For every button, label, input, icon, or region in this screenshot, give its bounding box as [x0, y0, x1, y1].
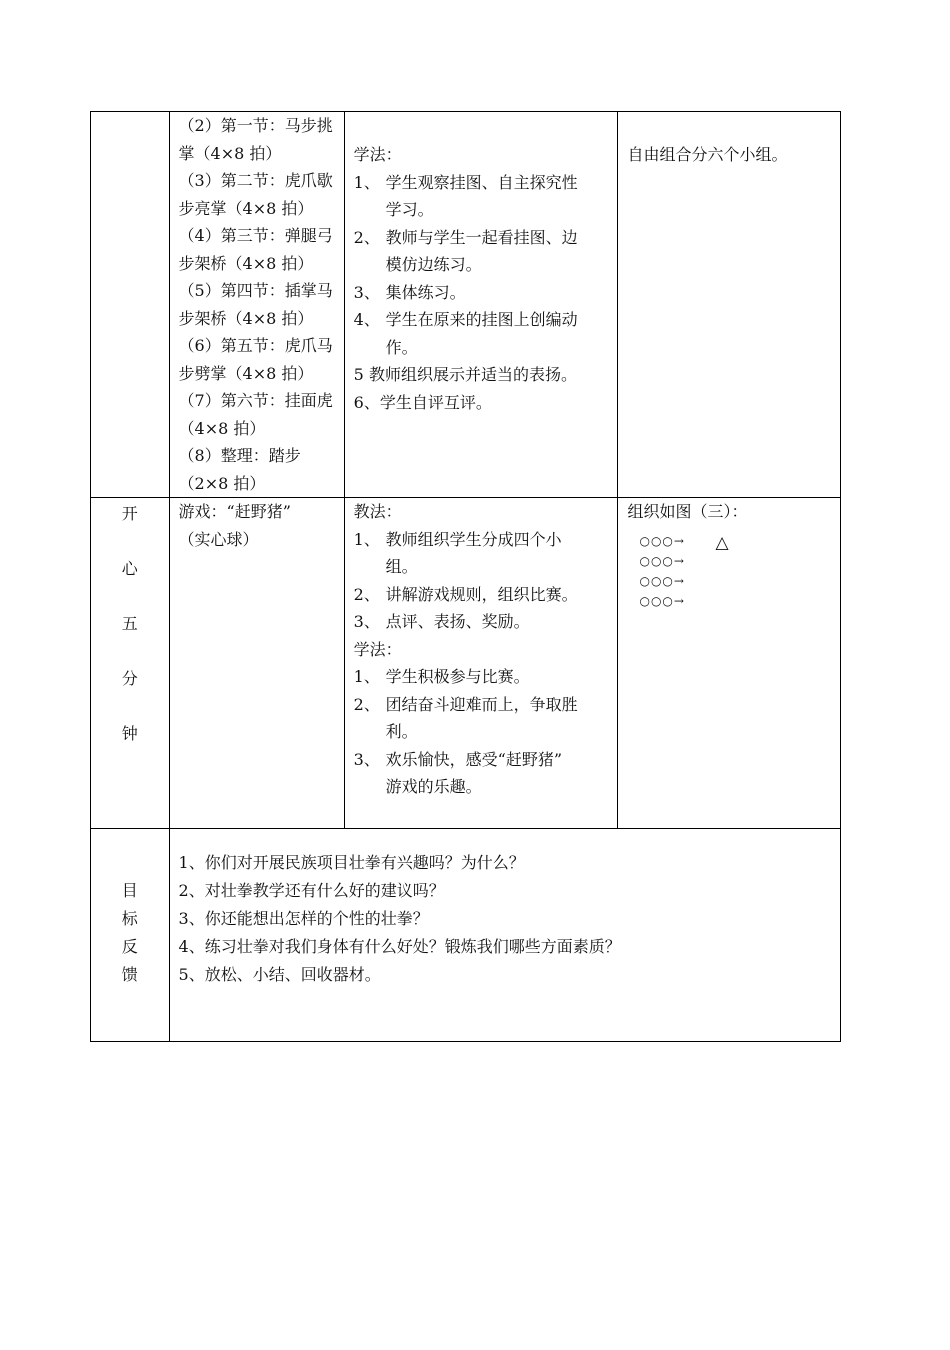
list-item	[354, 224, 610, 252]
list-item-number: 1、	[353, 667, 380, 686]
formation-group-row: ○○○→	[639, 533, 685, 548]
list-item	[354, 581, 610, 609]
feedback-item: 5、放松、小结、回收器材。	[178, 965, 381, 984]
list-item-number: 3、	[353, 749, 380, 769]
list-item-continuation: 利。	[385, 722, 418, 741]
list-item-number: 2、	[353, 694, 380, 714]
learn-method-list	[354, 663, 610, 801]
exercise-line: （4）第三节：弹腿弓	[178, 226, 333, 245]
exercise-line: （3）第二节：虎爪歇	[178, 171, 333, 190]
list-item	[354, 663, 610, 691]
formation-diagram	[627, 534, 832, 624]
exercise-line: （2×8 拍）	[178, 473, 266, 493]
list-item-continuation: 组。	[385, 557, 418, 576]
section-label-cell	[91, 498, 170, 829]
list-item-text: 集体练习。	[385, 282, 466, 302]
list-item-text: 教师组织学生分成四个小	[385, 529, 562, 549]
content-cell	[169, 112, 344, 498]
section-label-goal-feedback	[91, 829, 169, 989]
list-item-text: 教师与学生一起看挂图、边	[385, 227, 578, 247]
method-list	[354, 169, 610, 362]
label-char: 分	[121, 669, 138, 688]
list-item-text: 欢乐愉快，感受“赶野猪”	[385, 749, 563, 769]
teach-method-title: 教法：	[353, 502, 402, 521]
list-item-text: 点评、表扬、奖励。	[385, 612, 530, 631]
exercise-line: （7）第六节：挂面虎	[178, 391, 333, 410]
lesson-plan-table	[90, 111, 841, 1042]
list-item-text: 学生积极参与比赛。	[385, 667, 530, 686]
method-tail-line: 6、学生自评互评。	[353, 392, 492, 412]
list-item-continuation: 游戏的乐趣。	[385, 777, 482, 796]
list-item-text: 讲解游戏规则，组织比赛。	[385, 584, 578, 604]
game-line: 游戏：“赶野猪”	[178, 502, 291, 521]
list-item-text: 学生观察挂图、自主探究性	[385, 172, 578, 192]
exercise-line: 步架桥（4×8 拍）	[178, 308, 314, 328]
method-cell	[344, 112, 618, 498]
method-tail-line: 5 教师组织展示并适当的表扬。	[353, 365, 577, 384]
formation-group-row: ○○○→	[639, 593, 685, 608]
list-item-number: 3、	[353, 282, 380, 302]
list-item-number: 2、	[353, 584, 380, 604]
content-cell	[169, 498, 344, 829]
exercise-line: （8）整理：踏步	[178, 446, 301, 465]
method-tail-list	[354, 361, 610, 416]
list-item	[354, 306, 610, 334]
exercise-line: 步劈掌（4×8 拍）	[178, 363, 314, 383]
list-item-number: 1、	[353, 172, 380, 192]
method-cell	[344, 498, 618, 829]
teach-method-list	[354, 526, 610, 636]
label-char: 反	[121, 937, 138, 956]
list-item-number: 2、	[353, 227, 380, 247]
label-char: 馈	[121, 965, 138, 984]
feedback-item: 2、对壮拳教学还有什么好的建议吗？	[178, 881, 445, 900]
label-char: 目	[121, 881, 138, 900]
list-item	[354, 526, 610, 554]
feedback-item: 4、练习壮拳对我们身体有什么好处？锻炼我们哪些方面素质？	[178, 937, 621, 956]
list-item	[354, 608, 610, 636]
formation-group-row: ○○○→	[639, 553, 685, 568]
list-item	[354, 169, 610, 197]
list-item-number: 1、	[353, 529, 380, 549]
section-label-cell	[91, 112, 170, 498]
formation-group-row: ○○○→	[639, 573, 685, 588]
label-char: 五	[121, 614, 138, 633]
list-item-text: 团结奋斗迎难而上，争取胜	[385, 694, 578, 714]
list-item	[354, 691, 610, 719]
feedback-item: 1、你们对开展民族项目壮拳有兴趣吗？为什么？	[178, 853, 525, 872]
label-char: 标	[121, 909, 138, 928]
organization-cell	[618, 112, 841, 498]
label-char: 开	[121, 504, 138, 523]
list-item	[354, 279, 610, 307]
feedback-item: 3、你还能想出怎样的个性的壮拳？	[178, 909, 429, 928]
section-label-cell	[91, 829, 170, 1042]
table-row-game	[91, 498, 841, 829]
learn-method-title: 学法：	[353, 639, 402, 659]
organization-title: 组织如图（三）：	[627, 502, 748, 521]
game-line: （实心球）	[178, 529, 259, 549]
exercise-line: 步亮掌（4×8 拍）	[178, 198, 314, 218]
list-item-text: 学生在原来的挂图上创编动	[385, 310, 578, 329]
list-item-continuation: 学习。	[385, 200, 434, 219]
exercise-line: （4×8 拍）	[178, 418, 266, 438]
label-char: 钟	[121, 724, 138, 743]
organization-text: 自由组合分六个小组。	[627, 145, 788, 164]
organization-cell	[618, 498, 841, 829]
list-item	[354, 746, 610, 774]
exercise-line: （2）第一节：马步挑	[178, 116, 333, 135]
exercise-line: （5）第四节：插掌马	[178, 281, 333, 300]
exercise-list	[170, 112, 344, 497]
list-item-continuation: 作。	[385, 337, 418, 357]
table-row-feedback	[91, 829, 841, 1042]
teacher-triangle-icon: △	[715, 532, 729, 553]
exercise-line: 掌（4×8 拍）	[178, 143, 282, 163]
section-label-happy-five-minutes	[91, 498, 169, 775]
exercise-line: （6）第五节：虎爪马	[178, 336, 333, 355]
list-item-continuation: 模仿边练习。	[385, 255, 482, 274]
list-item-number: 4、	[353, 310, 380, 329]
feedback-cell	[169, 829, 840, 1042]
feedback-list	[170, 829, 840, 989]
exercise-line: 步架桥（4×8 拍）	[178, 253, 314, 273]
method-title: 学法：	[353, 145, 402, 164]
list-item-number: 3、	[353, 612, 380, 631]
table-row-exercises	[91, 112, 841, 498]
label-char: 心	[121, 559, 138, 578]
game-content	[170, 498, 344, 553]
